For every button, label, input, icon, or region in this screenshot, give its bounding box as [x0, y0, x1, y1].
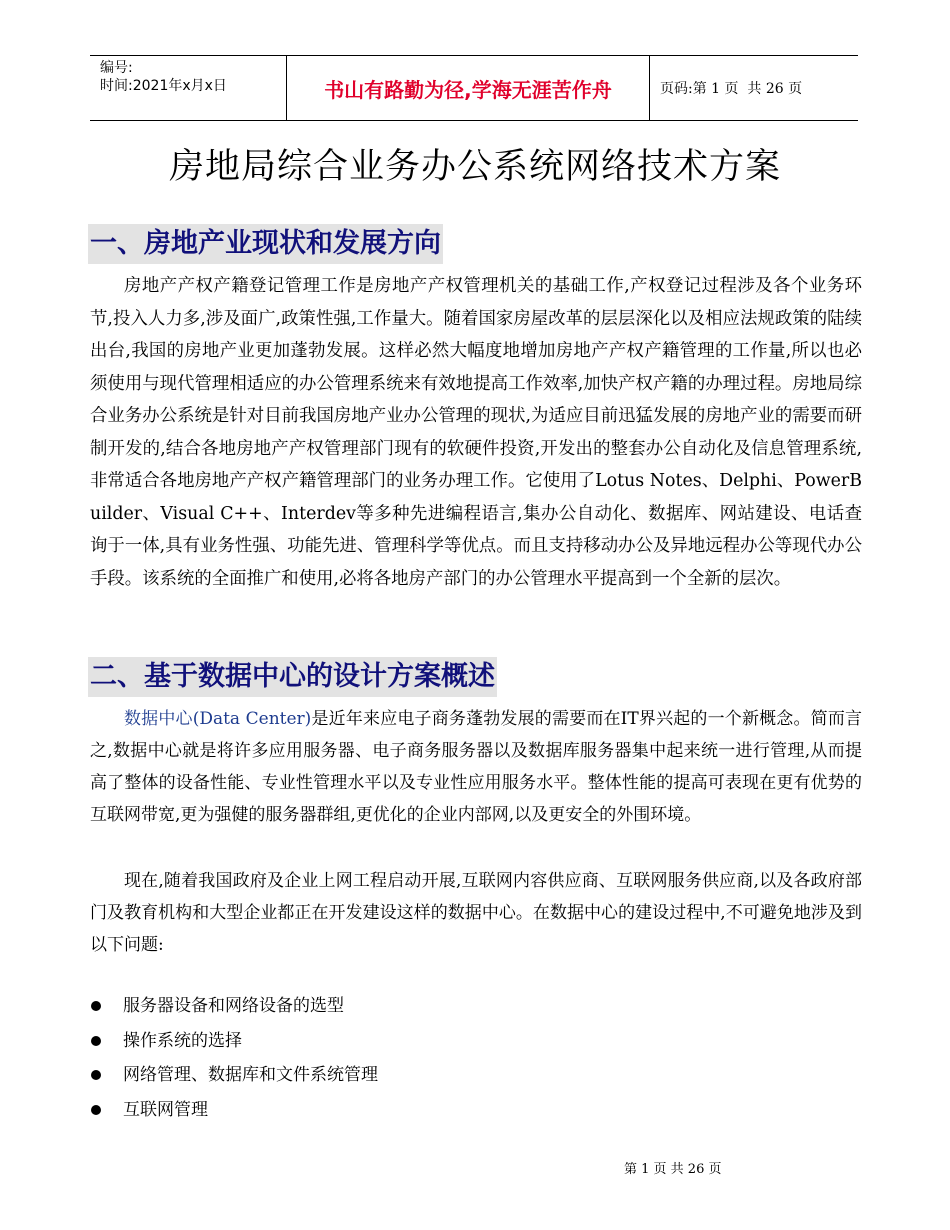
- bullet-icon: [91, 1001, 101, 1011]
- header-page-info: [650, 56, 858, 120]
- bullet-icon: [91, 1105, 101, 1115]
- bullet-icon: [91, 1070, 101, 1080]
- issues-bullet-list: [90, 989, 378, 1127]
- list-item: [90, 1058, 378, 1093]
- page-header: [90, 55, 858, 121]
- list-item-text: 操作系统的选择: [123, 1030, 242, 1051]
- section-2-paragraph-1-text: 是近年来应电子商务蓬勃发展的需要而在IT界兴起的一个新概念。简而言之,数据中心就是将许多应用服务器、电子商务服务器以及数据库服务器集中起来统一进行管理,从而提高了整体的设备性能、专业性管理水平以及专业性应用服务水平。整体性能的提高可表现在更有优势的互联网带宽,更为强健的服务器群组,更优化的企业内部网,以及更安全的外围环境。: [90, 709, 863, 825]
- section-1-paragraph: 房地产产权产籍登记管理工作是房地产产权管理机关的基础工作,产权登记过程涉及各个业务环节,投入人力多,涉及面广,政策性强,工作量大。随着国家房屋改革的层层深化以及相应法规政策的陆续出台,我国的房地产业更加蓬勃发展。这样必然大幅度地增加房地产产权产籍管理的工作量,所以也必须使用与现代管理相适应的办公管理系统来有效地提高工作效率,加快产权产籍的办理过程。房地局综合业务办公系统是针对目前我国房地产业办公管理的现状,为适应目前迅猛发展的房地产业的需要而研制开发的,结合各地房地产产权管理部门现有的软硬件投资,开发出的整套办公自动化及信息管理系统,非常适合各地房地产产权产籍管理部门的业务办理工作。它使用了Lotus Notes、Delphi、PowerBuilder、Visual C++、Interdev等多种先进编程语言,集办公自动化、数据库、网站建设、电话查询于一体,具有业务性强、功能先进、管理科学等优点。而且支持移动办公及异地远程办公等现代办公手段。该系统的全面推广和使用,必将各地房产部门的办公管理水平提高到一个全新的层次。: [90, 276, 862, 589]
- document-title: 房地局综合业务办公系统网络技术方案: [168, 147, 781, 187]
- document-number-label: 编号:: [100, 60, 133, 76]
- list-item-text: 网络管理、数据库和文件系统管理: [123, 1065, 378, 1085]
- section-2-paragraph-2: 现在,随着我国政府及企业上网工程启动开展,互联网内容供应商、互联网服务供应商,以及各政府部门及教育机构和大型企业都正在开发建设这样的数据中心。在数据中心的建设过程中,不可避免地涉及到以下问题:: [90, 871, 862, 955]
- list-item-text: 服务器设备和网络设备的选型: [123, 996, 344, 1016]
- list-item-text: 互联网管理: [123, 1099, 208, 1120]
- data-center-term: 数据中心(Data Center): [124, 709, 312, 729]
- list-item: [90, 1024, 378, 1059]
- list-item: [90, 989, 378, 1024]
- page-info-text: 页码:第 1 页 共 26 页: [660, 81, 803, 97]
- motto-text: 书山有路勤为径,学海无涯苦作舟: [324, 77, 612, 102]
- header-meta: [90, 56, 286, 120]
- section-heading-1: 一、房地产业现状和发展方向: [88, 224, 443, 264]
- document-time: 时间:2021年x月x日: [100, 78, 227, 94]
- page-footer: 第 1 页 共 26 页: [624, 1162, 722, 1177]
- section-2-paragraph-1: [90, 703, 862, 831]
- list-item: [90, 1093, 378, 1128]
- section-heading-2: 二、基于数据中心的设计方案概述: [88, 657, 497, 697]
- header-motto: [286, 56, 650, 120]
- bullet-icon: [91, 1036, 101, 1046]
